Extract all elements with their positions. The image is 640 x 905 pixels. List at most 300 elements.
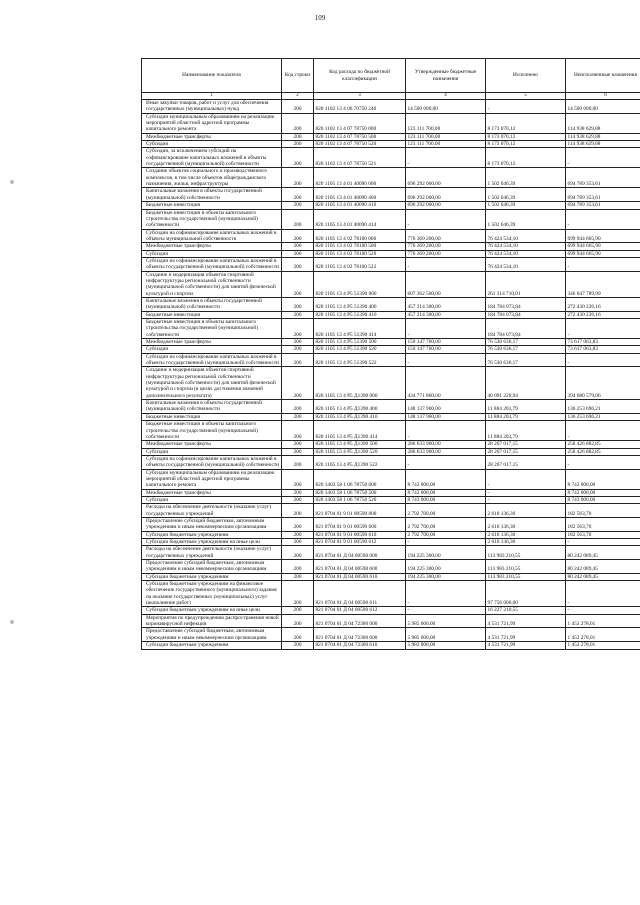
table-row: [142, 628, 640, 642]
line-code-cell: 200: [282, 339, 314, 346]
table-row: [142, 573, 640, 580]
budget-code-cell: 820 1105 13 4 P5 51390 400: [314, 297, 406, 311]
budget-code-cell: 821 0704 01 9 01 00590 000: [314, 504, 406, 518]
executed-amount-cell: -: [486, 496, 566, 503]
approved-amount-cell: 123 111 700,00: [406, 113, 486, 133]
unexecuted-amount-cell: 272 430 226,16: [566, 311, 640, 318]
unexecuted-amount-cell: -: [566, 353, 640, 367]
indicator-name-cell: Капитальные вложения в объекты государственной (муниципальной) собственности: [142, 188, 282, 202]
executed-amount-cell: 76 424 534,10: [486, 257, 566, 271]
table-row: [142, 448, 640, 455]
line-code-cell: 200: [282, 257, 314, 271]
indicator-name-cell: Межбюджетные трансферты: [142, 441, 282, 448]
approved-amount-cell: 776 369 200,00: [406, 250, 486, 257]
table-row: [142, 346, 640, 353]
budget-code-cell: 821 0704 01 Д 04 00590 610: [314, 573, 406, 580]
indicator-name-cell: Межбюджетные трансферты: [142, 133, 282, 140]
table-row: [142, 441, 640, 448]
line-code-cell: 200: [282, 202, 314, 209]
executed-amount-cell: 28 207 017,15: [486, 448, 566, 455]
line-code-cell: 200: [282, 209, 314, 229]
unexecuted-amount-cell: 114 938 629,88: [566, 133, 640, 140]
approved-amount-cell: -: [406, 607, 486, 614]
unexecuted-amount-cell: -: [566, 607, 640, 614]
approved-amount-cell: -: [406, 421, 486, 441]
line-code-cell: 200: [282, 100, 314, 114]
unexecuted-amount-cell: 80 242 089,45: [566, 573, 640, 580]
table-row: [142, 243, 640, 250]
unexecuted-amount-cell: 699 944 665,90: [566, 250, 640, 257]
executed-amount-cell: 11 884 203,79: [486, 413, 566, 420]
approved-amount-cell: -: [406, 148, 486, 168]
unexecuted-amount-cell: 14 500 000,00: [566, 100, 640, 114]
indicator-name-cell: Бюджетные инвестиции в объекты капитального строительства государственной (муниципальной) собственности: [142, 319, 282, 339]
approved-amount-cell: 607 362 500,00: [406, 271, 486, 297]
executed-amount-cell: 76 530 636,17: [486, 339, 566, 346]
executed-amount-cell: 2 610 136,30: [486, 504, 566, 518]
indicator-name-cell: Бюджетные инвестиции: [142, 202, 282, 209]
indicator-name-cell: Капитальные вложения в объекты государственной (муниципальной) собственности: [142, 400, 282, 414]
indicator-name-cell: Субсидии: [142, 496, 282, 503]
indicator-name-cell: Капитальные вложения в объекты государственной (муниципальной) собственности: [142, 297, 282, 311]
approved-amount-cell: 194 225 300,00: [406, 546, 486, 560]
table-body: [142, 100, 640, 650]
budget-code-cell: 820 1403 58 1 06 78750 520: [314, 496, 406, 503]
table-row: [142, 496, 640, 503]
table-row: [142, 148, 640, 168]
unexecuted-amount-cell: 114 938 629,88: [566, 113, 640, 133]
line-code-cell: 200: [282, 469, 314, 489]
unexecuted-amount-cell: 1 453 278,01: [566, 628, 640, 642]
line-code-cell: 200: [282, 168, 314, 188]
budget-code-cell: 820 1105 13 4 P5 51390 500: [314, 339, 406, 346]
header-budget-code: Код расхода по бюджетной классификации: [314, 59, 406, 93]
unexecuted-amount-cell: -: [566, 257, 640, 271]
indicator-name-cell: Субсидии на софинансирование капитальных вложений в объекты государственной (муниципальной) собственности: [142, 455, 282, 469]
table-row: [142, 614, 640, 628]
unexecuted-amount-cell: 73 617 063,83: [566, 346, 640, 353]
line-code-cell: 200: [282, 133, 314, 140]
executed-amount-cell: 16 227 210,55: [486, 607, 566, 614]
table-row: [142, 413, 640, 420]
indicator-name-cell: Субсидии на софинансирование капитальных вложений в объекты государственной (муниципальной) собственности: [142, 257, 282, 271]
executed-amount-cell: 8 173 070,12: [486, 141, 566, 148]
header-approved: Утвержденные бюджетные назначения: [406, 59, 486, 93]
approved-amount-cell: 150 147 700,00: [406, 346, 486, 353]
approved-amount-cell: -: [406, 539, 486, 546]
indicator-name-cell: Субсидии на софинансирование капитальных вложений в объекты государственной (муниципальной) собственности: [142, 353, 282, 367]
unexecuted-amount-cell: 114 938 629,88: [566, 141, 640, 148]
indicator-name-cell: Субсидии бюджетным учреждениям: [142, 573, 282, 580]
line-code-cell: 200: [282, 229, 314, 243]
table-row: [142, 250, 640, 257]
table-row: [142, 531, 640, 538]
unexecuted-amount-cell: 8 743 000,00: [566, 469, 640, 489]
approved-amount-cell: 123 111 700,00: [406, 141, 486, 148]
table-row: [142, 517, 640, 531]
budget-code-cell: 820 1105 13 4 02 78100 520: [314, 250, 406, 257]
line-code-cell: 200: [282, 271, 314, 297]
approved-amount-cell: -: [406, 319, 486, 339]
unexecuted-amount-cell: 80 242 089,45: [566, 560, 640, 574]
executed-amount-cell: 76 424 534,10: [486, 250, 566, 257]
table-row: [142, 311, 640, 318]
budget-code-cell: 821 0704 01 Д 04 72300 610: [314, 642, 406, 649]
budget-code-cell: 821 0704 01 Д 04 00590 611: [314, 581, 406, 607]
executed-amount-cell: 76 424 534,10: [486, 229, 566, 243]
executed-amount-cell: 8 173 070,12: [486, 148, 566, 168]
unexecuted-amount-cell: 8 743 000,00: [566, 496, 640, 503]
table-row: [142, 257, 640, 271]
indicator-name-cell: Бюджетные инвестиции в объекты капитального строительства государственной (муниципальной) собственности: [142, 209, 282, 229]
table-row: [142, 339, 640, 346]
header-unexecuted: Неисполненные назначения: [566, 59, 640, 93]
table-row: [142, 546, 640, 560]
table-row: [142, 271, 640, 297]
budget-code-cell: 820 1105 13 4 P5 Д1390 410: [314, 413, 406, 420]
budget-code-cell: 820 1105 13 4 P5 51390 000: [314, 271, 406, 297]
indicator-name-cell: Иные закупки товаров, работ и услуг для обеспечения государственных (муниципальных) нужд: [142, 100, 282, 114]
executed-amount-cell: 184 784 073,84: [486, 319, 566, 339]
indicator-name-cell: Субсидии бюджетным учреждениям на иные цели: [142, 607, 282, 614]
unexecuted-amount-cell: 182 563,70: [566, 517, 640, 531]
unexecuted-amount-cell: 1 453 278,01: [566, 642, 640, 649]
line-code-cell: 200: [282, 148, 314, 168]
approved-amount-cell: 14 500 000,00: [406, 100, 486, 114]
table-row: [142, 319, 640, 339]
line-code-cell: 200: [282, 346, 314, 353]
approved-amount-cell: 286 633 900,00: [406, 441, 486, 448]
approved-amount-cell: 696 292 000,00: [406, 168, 486, 188]
indicator-name-cell: Субсидии муниципальным образованиям на реализацию мероприятий областной адресной программы капитального ремонта: [142, 469, 282, 489]
column-number: 5: [486, 93, 566, 100]
approved-amount-cell: 457 214 300,00: [406, 297, 486, 311]
table-row: [142, 188, 640, 202]
indicator-name-cell: Предоставление субсидий бюджетным, автономным учреждениям и иным некоммерческим организациям: [142, 628, 282, 642]
line-code-cell: 200: [282, 581, 314, 607]
budget-code-cell: 820 1102 13 4 07 78750 000: [314, 113, 406, 133]
unexecuted-amount-cell: 258 426 882,85: [566, 448, 640, 455]
table-row: [142, 297, 640, 311]
approved-amount-cell: 286 633 900,00: [406, 448, 486, 455]
indicator-name-cell: Создание объектов социального и производственного комплексов, в том числе объектов общегражданского назначения, жилья, инфраструктуры: [142, 168, 282, 188]
executed-amount-cell: 261 314 710,01: [486, 271, 566, 297]
approved-amount-cell: 5 985 000,00: [406, 628, 486, 642]
budget-code-cell: 821 0704 01 9 01 00590 610: [314, 531, 406, 538]
table-row: [142, 504, 640, 518]
line-code-cell: 200: [282, 113, 314, 133]
budget-code-cell: 821 0704 01 Д 04 72300 600: [314, 628, 406, 642]
indicator-name-cell: Создание и модернизация объектов спортивной инфраструктуры региональной собственности (муниципальной собственности) для занятий физической культурой и спортом (в целях достижения значений дополнительного результата): [142, 367, 282, 400]
line-code-cell: 200: [282, 504, 314, 518]
column-number: 6: [566, 93, 640, 100]
budget-code-cell: 820 1105 13 4 P5 Д1390 414: [314, 421, 406, 441]
budget-code-cell: 820 1105 13 4 P5 51390 520: [314, 346, 406, 353]
approved-amount-cell: -: [406, 581, 486, 607]
approved-amount-cell: 434 771 800,00: [406, 367, 486, 400]
line-code-cell: 200: [282, 400, 314, 414]
unexecuted-amount-cell: -: [566, 455, 640, 469]
line-code-cell: 200: [282, 531, 314, 538]
table-row: [142, 581, 640, 607]
executed-amount-cell: 1 502 646,39: [486, 188, 566, 202]
line-code-cell: 200: [282, 546, 314, 560]
approved-amount-cell: 2 792 700,00: [406, 517, 486, 531]
line-code-cell: 200: [282, 250, 314, 257]
table-row: [142, 133, 640, 140]
budget-code-cell: 820 1105 13 4 01 40090 400: [314, 188, 406, 202]
budget-code-cell: 820 1105 13 4 P5 Д1390 500: [314, 441, 406, 448]
indicator-name-cell: Субсидии на софинансирование капитальных вложений в объекты муниципальной собственности: [142, 229, 282, 243]
unexecuted-amount-cell: 73 617 063,83: [566, 339, 640, 346]
punch-hole-mark: [10, 180, 14, 184]
line-code-cell: 200: [282, 367, 314, 400]
line-code-cell: 200: [282, 243, 314, 250]
budget-code-cell: 821 0704 01 Д 04 00590 600: [314, 560, 406, 574]
executed-amount-cell: 97 756 000,00: [486, 581, 566, 607]
approved-amount-cell: -: [406, 257, 486, 271]
approved-amount-cell: 150 147 700,00: [406, 339, 486, 346]
table-row: [142, 229, 640, 243]
executed-amount-cell: 113 983 210,55: [486, 573, 566, 580]
budget-code-cell: 820 1105 13 4 P5 51390 410: [314, 311, 406, 318]
indicator-name-cell: Бюджетные инвестиции в объекты капитального строительства государственной (муниципальной) собственности: [142, 421, 282, 441]
line-code-cell: 200: [282, 614, 314, 628]
unexecuted-amount-cell: -: [566, 209, 640, 229]
budget-code-cell: 821 0704 01 Д 04 00590 612: [314, 607, 406, 614]
approved-amount-cell: 148 137 900,00: [406, 413, 486, 420]
line-code-cell: 200: [282, 413, 314, 420]
budget-code-cell: 820 1102 13 4 06 70750 240: [314, 100, 406, 114]
table-row: [142, 209, 640, 229]
table-row: [142, 421, 640, 441]
table-row: [142, 469, 640, 489]
budget-code-cell: 821 0704 01 9 01 00590 612: [314, 539, 406, 546]
budget-code-cell: 820 1105 13 4 P5 Д1390 000: [314, 367, 406, 400]
budget-code-cell: 820 1105 13 4 01 40090 410: [314, 202, 406, 209]
column-number-row: [142, 93, 640, 100]
executed-amount-cell: 113 983 210,55: [486, 560, 566, 574]
unexecuted-amount-cell: -: [566, 539, 640, 546]
approved-amount-cell: 696 292 000,00: [406, 202, 486, 209]
approved-amount-cell: 457 214 300,00: [406, 311, 486, 318]
executed-amount-cell: 76 424 534,10: [486, 243, 566, 250]
unexecuted-amount-cell: 346 047 789,99: [566, 271, 640, 297]
unexecuted-amount-cell: -: [566, 421, 640, 441]
approved-amount-cell: 148 137 900,00: [406, 400, 486, 414]
indicator-name-cell: Предоставление субсидий бюджетным, автономным учреждениям и иным некоммерческим организациям: [142, 517, 282, 531]
table-row: [142, 202, 640, 209]
indicator-name-cell: Субсидии муниципальным образованиям на реализацию мероприятий областной адресной программы капитального ремонта: [142, 113, 282, 133]
column-number: 3: [314, 93, 406, 100]
line-code-cell: 200: [282, 607, 314, 614]
executed-amount-cell: 76 530 636,17: [486, 346, 566, 353]
budget-code-cell: 820 1105 13 4 P5 51390 414: [314, 319, 406, 339]
budget-code-cell: 820 1105 13 4 P5 51390 522: [314, 353, 406, 367]
line-code-cell: 200: [282, 448, 314, 455]
executed-amount-cell: 184 784 073,84: [486, 311, 566, 318]
indicator-name-cell: Субсидии бюджетным учреждениям на иные цели: [142, 539, 282, 546]
table-row: [142, 168, 640, 188]
executed-amount-cell: 8 173 070,12: [486, 133, 566, 140]
header-line-code: Код строки: [282, 59, 314, 93]
budget-code-cell: 821 0704 01 Д 04 00590 000: [314, 546, 406, 560]
line-code-cell: 200: [282, 421, 314, 441]
table-row: [142, 607, 640, 614]
budget-code-cell: 820 1105 13 4 01 40090 000: [314, 168, 406, 188]
executed-amount-cell: 8 173 070,12: [486, 113, 566, 133]
indicator-name-cell: Субсидии бюджетным учреждениям на финансовое обеспечение государственного (муниципального) задания на оказание государственных (муниципальных) услуг (выполнение работ): [142, 581, 282, 607]
budget-code-cell: 820 1105 13 4 P5 Д1390 520: [314, 448, 406, 455]
unexecuted-amount-cell: 272 430 226,16: [566, 297, 640, 311]
line-code-cell: 200: [282, 517, 314, 531]
column-number: 1: [142, 93, 282, 100]
indicator-name-cell: Субсидии: [142, 448, 282, 455]
indicator-name-cell: Межбюджетные трансферты: [142, 243, 282, 250]
line-code-cell: 200: [282, 560, 314, 574]
approved-amount-cell: 8 743 000,00: [406, 469, 486, 489]
unexecuted-amount-cell: 182 563,70: [566, 531, 640, 538]
approved-amount-cell: 8 743 000,00: [406, 496, 486, 503]
executed-amount-cell: -: [486, 489, 566, 496]
table-row: [142, 400, 640, 414]
unexecuted-amount-cell: 1 453 278,01: [566, 614, 640, 628]
line-code-cell: 200: [282, 539, 314, 546]
approved-amount-cell: 696 292 000,00: [406, 188, 486, 202]
indicator-name-cell: Межбюджетные трансферты: [142, 339, 282, 346]
unexecuted-amount-cell: 136 253 696,21: [566, 400, 640, 414]
line-code-cell: 200: [282, 319, 314, 339]
budget-code-cell: 820 1105 13 4 02 78100 500: [314, 243, 406, 250]
unexecuted-amount-cell: 182 563,70: [566, 504, 640, 518]
line-code-cell: 200: [282, 455, 314, 469]
indicator-name-cell: Субсидии, за исключением субсидий на софинансирование капитальных вложений в объекты государственной (муниципальной) собственности: [142, 148, 282, 168]
table-row: [142, 367, 640, 400]
executed-amount-cell: 1 502 646,39: [486, 209, 566, 229]
indicator-name-cell: Субсидии: [142, 250, 282, 257]
table-row: [142, 455, 640, 469]
line-code-cell: 200: [282, 573, 314, 580]
executed-amount-cell: 76 530 636,17: [486, 353, 566, 367]
indicator-name-cell: Предоставление субсидий бюджетным, автономным учреждениям и иным некоммерческим организациям: [142, 560, 282, 574]
unexecuted-amount-cell: -: [566, 581, 640, 607]
budget-code-cell: 821 0704 01 Д 04 72300 000: [314, 614, 406, 628]
indicator-name-cell: Субсидии: [142, 346, 282, 353]
line-code-cell: 200: [282, 353, 314, 367]
approved-amount-cell: -: [406, 209, 486, 229]
table-row: [142, 141, 640, 148]
budget-code-cell: 820 1102 13 4 07 78750 500: [314, 133, 406, 140]
line-code-cell: 200: [282, 188, 314, 202]
page-number: 109: [314, 14, 326, 22]
approved-amount-cell: 5 983 000,00: [406, 642, 486, 649]
table-row: [142, 642, 640, 649]
line-code-cell: 200: [282, 441, 314, 448]
table-row: [142, 560, 640, 574]
approved-amount-cell: 194 225 300,00: [406, 560, 486, 574]
executed-amount-cell: 1 502 646,39: [486, 168, 566, 188]
column-number: 4: [406, 93, 486, 100]
indicator-name-cell: Бюджетные инвестиции: [142, 413, 282, 420]
budget-code-cell: 820 1105 13 4 P5 Д1390 522: [314, 455, 406, 469]
executed-amount-cell: 4 531 721,99: [486, 614, 566, 628]
budget-code-cell: 821 0704 01 9 01 00590 600: [314, 517, 406, 531]
line-code-cell: 200: [282, 297, 314, 311]
approved-amount-cell: -: [406, 353, 486, 367]
budget-execution-table: [141, 58, 640, 650]
executed-amount-cell: 11 884 203,79: [486, 421, 566, 441]
executed-amount-cell: 2 610 136,30: [486, 539, 566, 546]
indicator-name-cell: Создание и модернизация объектов спортивной инфраструктуры региональной собственности (муниципальной собственности) для занятий физической культурой и спортом: [142, 271, 282, 297]
budget-code-cell: 820 1105 13 4 01 40090 414: [314, 209, 406, 229]
header-indicator-name: Наименование показателя: [142, 59, 282, 93]
budget-code-cell: 820 1105 13 4 02 78100 522: [314, 257, 406, 271]
indicator-name-cell: Субсидии бюджетным учреждениям: [142, 531, 282, 538]
executed-amount-cell: 28 207 017,15: [486, 455, 566, 469]
table-row: [142, 100, 640, 114]
budget-code-cell: 820 1403 58 1 06 78750 500: [314, 489, 406, 496]
unexecuted-amount-cell: 699 944 665,90: [566, 243, 640, 250]
executed-amount-cell: 113 983 210,55: [486, 546, 566, 560]
indicator-name-cell: Межбюджетные трансферты: [142, 489, 282, 496]
table-row: [142, 539, 640, 546]
executed-amount-cell: 2 610 136,30: [486, 517, 566, 531]
unexecuted-amount-cell: 694 789 353,61: [566, 168, 640, 188]
approved-amount-cell: 2 792 700,00: [406, 504, 486, 518]
indicator-name-cell: Субсидии бюджетным учреждениям: [142, 642, 282, 649]
executed-amount-cell: 4 531 721,99: [486, 628, 566, 642]
unexecuted-amount-cell: 699 944 665,90: [566, 229, 640, 243]
budget-code-cell: 820 1102 13 4 07 78750 520: [314, 141, 406, 148]
unexecuted-amount-cell: 258 426 882,85: [566, 441, 640, 448]
indicator-name-cell: Субсидии: [142, 141, 282, 148]
line-code-cell: 200: [282, 642, 314, 649]
table-header-row: [142, 59, 640, 93]
unexecuted-amount-cell: 394 680 579,06: [566, 367, 640, 400]
header-executed: Исполнено: [486, 59, 566, 93]
line-code-cell: 200: [282, 628, 314, 642]
indicator-name-cell: Бюджетные инвестиции: [142, 311, 282, 318]
unexecuted-amount-cell: 8 743 000,00: [566, 489, 640, 496]
budget-code-cell: 820 1105 13 4 P5 Д1390 400: [314, 400, 406, 414]
executed-amount-cell: 1 502 646,39: [486, 202, 566, 209]
executed-amount-cell: 11 884 203,79: [486, 400, 566, 414]
punch-hole-mark: [10, 620, 14, 624]
unexecuted-amount-cell: -: [566, 319, 640, 339]
unexecuted-amount-cell: -: [566, 148, 640, 168]
executed-amount-cell: 28 207 017,15: [486, 441, 566, 448]
table-row: [142, 353, 640, 367]
approved-amount-cell: 8 743 000,00: [406, 489, 486, 496]
indicator-name-cell: Расходы на обеспечение деятельности (оказание услуг) государственных учреждений: [142, 546, 282, 560]
unexecuted-amount-cell: 80 242 089,45: [566, 546, 640, 560]
approved-amount-cell: 776 369 200,00: [406, 243, 486, 250]
column-number: 2: [282, 93, 314, 100]
indicator-name-cell: Мероприятия по предупреждению распространения новой коронавирусной инфекции: [142, 614, 282, 628]
line-code-cell: 200: [282, 311, 314, 318]
executed-amount-cell: 184 784 073,84: [486, 297, 566, 311]
unexecuted-amount-cell: 694 789 353,61: [566, 188, 640, 202]
executed-amount-cell: 2 610 136,30: [486, 531, 566, 538]
budget-code-cell: 820 1105 13 4 02 78100 000: [314, 229, 406, 243]
table-row: [142, 489, 640, 496]
executed-amount-cell: 4 531 721,99: [486, 642, 566, 649]
executed-amount-cell: 40 091 220,94: [486, 367, 566, 400]
approved-amount-cell: -: [406, 455, 486, 469]
line-code-cell: 200: [282, 489, 314, 496]
unexecuted-amount-cell: 136 253 696,21: [566, 413, 640, 420]
line-code-cell: 200: [282, 141, 314, 148]
